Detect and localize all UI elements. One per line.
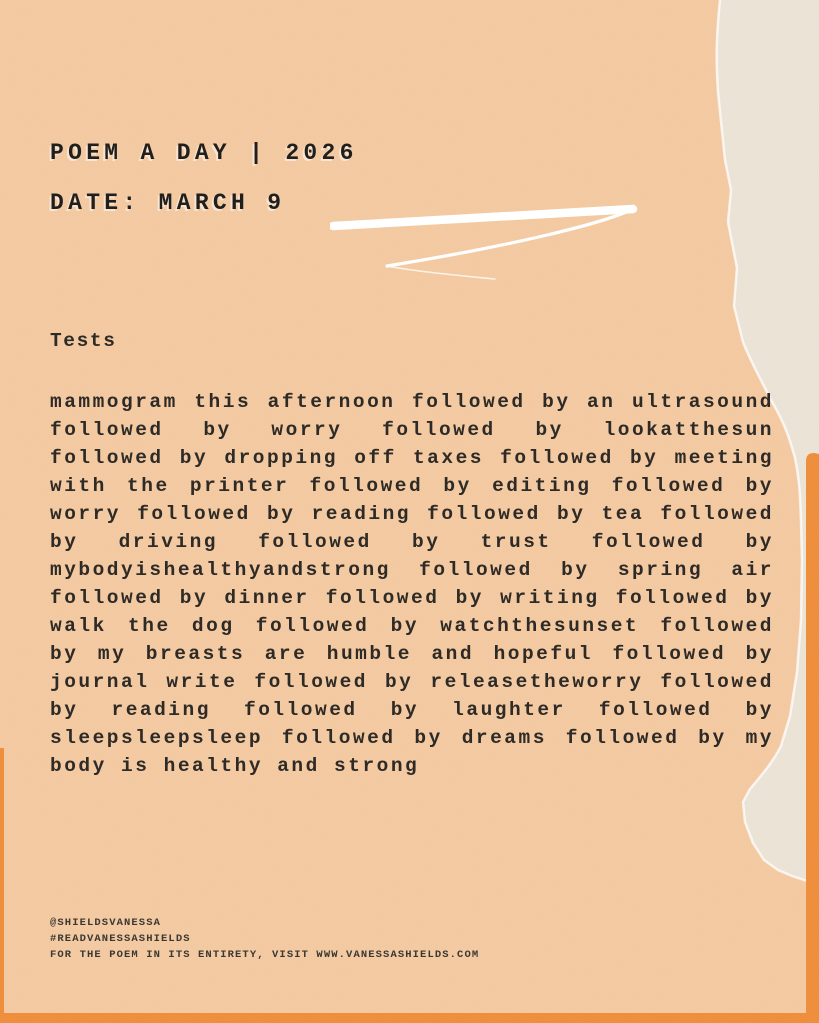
poem-line: followed by worry followed by lookatthesun	[50, 419, 774, 441]
poem-line: mammogram this afternoon followed by an ultrasound	[50, 391, 774, 413]
poem-line: body is healthy and strong	[50, 755, 420, 777]
poem-title: Tests	[50, 330, 117, 352]
poem-line: sleepsleepsleep followed by dreams followed by my	[50, 727, 774, 749]
poem-line: with the printer followed by editing followed by	[50, 475, 774, 497]
squiggle-underline-graphic	[330, 190, 645, 280]
page-title: POEM A DAY | 2026	[50, 140, 358, 166]
hashtag: #READVANESSASHIELDS	[50, 933, 191, 945]
poem-body	[50, 388, 774, 780]
poem-line: followed by dinner followed by writing followed by	[50, 587, 774, 609]
poem-line: walk the dog followed by watchthesunset followed	[50, 615, 774, 637]
footer	[50, 915, 479, 963]
poem-line: by reading followed by laughter followed by	[50, 699, 774, 721]
poem-line: by driving followed by trust followed by	[50, 531, 774, 553]
header	[50, 140, 358, 216]
website-cta: FOR THE POEM IN ITS ENTIRETY, VISIT WWW.VANESSASHIELDS.COM	[50, 949, 480, 961]
poem-line: journal write followed by releasetheworry followed	[50, 671, 774, 693]
social-handle: @SHIELDSVANESSA	[50, 917, 162, 929]
poem-line: by my breasts are humble and hopeful followed by	[50, 643, 774, 665]
poem-line: worry followed by reading followed by tea followed	[50, 503, 774, 525]
poem-line: followed by dropping off taxes followed by meeting	[50, 447, 774, 469]
date-label: DATE: MARCH 9	[50, 190, 286, 216]
poem-line: mybodyishealthyandstrong followed by spring air	[50, 559, 774, 581]
